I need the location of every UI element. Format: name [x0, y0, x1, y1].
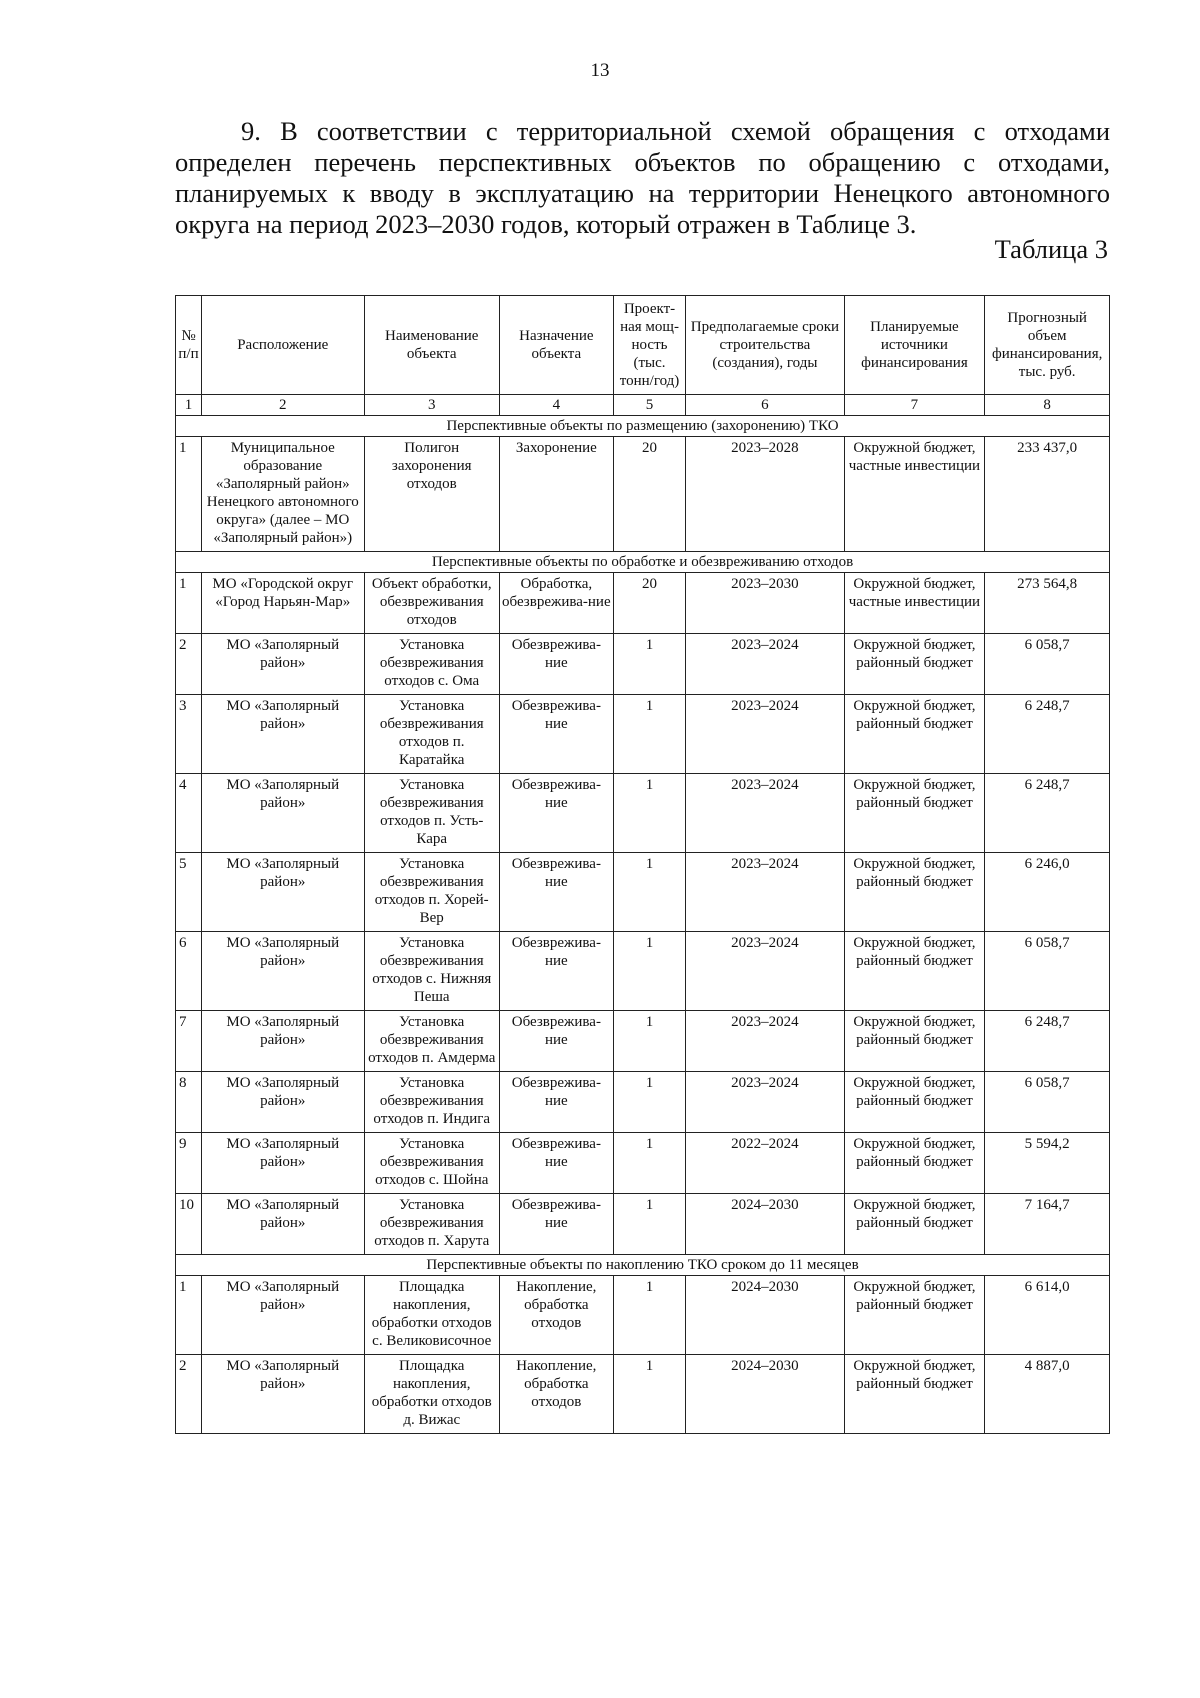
table-row	[176, 1011, 1110, 1072]
header-cell: Планируемые источники финансирования	[844, 296, 985, 395]
funding-amount-cell: 6 058,7	[985, 634, 1110, 695]
location-cell: МО «Заполярный район»	[202, 1011, 365, 1072]
period-cell: 2022–2024	[686, 1133, 844, 1194]
purpose-cell: Обработка, обезврежива-ние	[499, 573, 613, 634]
funding-source-cell: Окружной бюджет, районный бюджет	[844, 695, 985, 774]
period-cell: 2023–2024	[686, 634, 844, 695]
funding-source-cell: Окружной бюджет, частные инвестиции	[844, 573, 985, 634]
object-name-cell: Установка обезвреживания отходов п. Усть-Кара	[364, 774, 499, 853]
column-number-cell: 8	[985, 395, 1110, 416]
period-cell: 2024–2030	[686, 1355, 844, 1434]
table-row	[176, 1355, 1110, 1434]
row-number-cell: 1	[176, 437, 202, 552]
funding-source-cell: Окружной бюджет, районный бюджет	[844, 1011, 985, 1072]
purpose-cell: Обезврежива-ние	[499, 1133, 613, 1194]
section-header-row	[176, 416, 1110, 437]
location-cell: МО «Заполярный район»	[202, 1194, 365, 1255]
period-cell: 2023–2030	[686, 573, 844, 634]
capacity-cell: 1	[613, 774, 686, 853]
capacity-cell: 1	[613, 1194, 686, 1255]
column-number-cell: 1	[176, 395, 202, 416]
funding-amount-cell: 6 614,0	[985, 1276, 1110, 1355]
purpose-cell: Обезврежива-ние	[499, 1011, 613, 1072]
purpose-cell: Обезврежива-ние	[499, 1072, 613, 1133]
location-cell: МО «Заполярный район»	[202, 1133, 365, 1194]
object-name-cell: Установка обезвреживания отходов с. Нижняя Пеша	[364, 932, 499, 1011]
capacity-cell: 20	[613, 573, 686, 634]
location-cell: МО «Заполярный район»	[202, 1072, 365, 1133]
section-title: Перспективные объекты по обработке и обезвреживанию отходов	[176, 552, 1110, 573]
section-header-row	[176, 1255, 1110, 1276]
row-number-cell: 1	[176, 1276, 202, 1355]
object-name-cell: Полигон захоронения отходов	[364, 437, 499, 552]
object-name-cell: Площадка накопления, обработки отходов д. Вижас	[364, 1355, 499, 1434]
funding-source-cell: Окружной бюджет, частные инвестиции	[844, 437, 985, 552]
funding-amount-cell: 6 058,7	[985, 932, 1110, 1011]
purpose-cell: Обезврежива-ние	[499, 932, 613, 1011]
period-cell: 2023–2024	[686, 1011, 844, 1072]
period-cell: 2023–2024	[686, 695, 844, 774]
object-name-cell: Установка обезвреживания отходов п. Каратайка	[364, 695, 499, 774]
funding-amount-cell: 233 437,0	[985, 437, 1110, 552]
column-number-cell: 4	[499, 395, 613, 416]
facilities-table	[175, 295, 1110, 1434]
header-cell: Проект-ная мощ-ность (тыс. тонн/год)	[613, 296, 686, 395]
column-number-cell: 5	[613, 395, 686, 416]
capacity-cell: 1	[613, 634, 686, 695]
header-cell: Наименование объекта	[364, 296, 499, 395]
object-name-cell: Установка обезвреживания отходов п. Хорей-Вер	[364, 853, 499, 932]
funding-amount-cell: 6 248,7	[985, 695, 1110, 774]
funding-source-cell: Окружной бюджет, районный бюджет	[844, 634, 985, 695]
location-cell: МО «Заполярный район»	[202, 634, 365, 695]
capacity-cell: 1	[613, 1072, 686, 1133]
column-number-cell: 6	[686, 395, 844, 416]
funding-source-cell: Окружной бюджет, районный бюджет	[844, 1276, 985, 1355]
capacity-cell: 1	[613, 1011, 686, 1072]
table-caption: Таблица 3	[994, 234, 1108, 264]
object-name-cell: Установка обезвреживания отходов п. Харута	[364, 1194, 499, 1255]
period-cell: 2023–2028	[686, 437, 844, 552]
table-row	[176, 573, 1110, 634]
funding-amount-cell: 6 058,7	[985, 1072, 1110, 1133]
period-cell: 2024–2030	[686, 1194, 844, 1255]
period-cell: 2023–2024	[686, 932, 844, 1011]
row-number-cell: 4	[176, 774, 202, 853]
capacity-cell: 1	[613, 1276, 686, 1355]
table-row	[176, 1072, 1110, 1133]
purpose-cell: Накопление, обработка отходов	[499, 1355, 613, 1434]
table-row	[176, 1133, 1110, 1194]
intro-paragraph: 9. В соответствии с территориальной схемой обращения с отходами определен перечень перспективных объектов по обращению с отходами, планируемых к вводу в эксплуатацию на территории Ненецкого автономного округа на период 2023–2030 годов, который отражен в Таблице 3.	[175, 116, 1110, 239]
funding-source-cell: Окружной бюджет, районный бюджет	[844, 1072, 985, 1133]
funding-amount-cell: 6 248,7	[985, 1011, 1110, 1072]
purpose-cell: Обезврежива-ние	[499, 1194, 613, 1255]
row-number-cell: 10	[176, 1194, 202, 1255]
funding-amount-cell: 7 164,7	[985, 1194, 1110, 1255]
table-header-row	[176, 296, 1110, 395]
funding-amount-cell: 6 248,7	[985, 774, 1110, 853]
funding-source-cell: Окружной бюджет, районный бюджет	[844, 1355, 985, 1434]
period-cell: 2023–2024	[686, 1072, 844, 1133]
row-number-cell: 6	[176, 932, 202, 1011]
period-cell: 2023–2024	[686, 853, 844, 932]
table-row	[176, 437, 1110, 552]
object-name-cell: Установка обезвреживания отходов п. Амдерма	[364, 1011, 499, 1072]
table-row	[176, 1194, 1110, 1255]
capacity-cell: 1	[613, 1133, 686, 1194]
location-cell: МО «Городской округ «Город Нарьян-Мар»	[202, 573, 365, 634]
capacity-cell: 20	[613, 437, 686, 552]
funding-source-cell: Окружной бюджет, районный бюджет	[844, 1133, 985, 1194]
row-number-cell: 3	[176, 695, 202, 774]
column-number-cell: 2	[202, 395, 365, 416]
funding-source-cell: Окружной бюджет, районный бюджет	[844, 1194, 985, 1255]
row-number-cell: 2	[176, 1355, 202, 1434]
location-cell: МО «Заполярный район»	[202, 1276, 365, 1355]
funding-amount-cell: 273 564,8	[985, 573, 1110, 634]
location-cell: МО «Заполярный район»	[202, 774, 365, 853]
purpose-cell: Обезврежива-ние	[499, 634, 613, 695]
purpose-cell: Обезврежива-ние	[499, 853, 613, 932]
object-name-cell: Площадка накопления, обработки отходов с. Великовисочное	[364, 1276, 499, 1355]
capacity-cell: 1	[613, 853, 686, 932]
table-row	[176, 695, 1110, 774]
header-cell: № п/п	[176, 296, 202, 395]
purpose-cell: Накопление, обработка отходов	[499, 1276, 613, 1355]
section-header-row	[176, 552, 1110, 573]
section-title: Перспективные объекты по накоплению ТКО сроком до 11 месяцев	[176, 1255, 1110, 1276]
capacity-cell: 1	[613, 695, 686, 774]
row-number-cell: 2	[176, 634, 202, 695]
location-cell: МО «Заполярный район»	[202, 932, 365, 1011]
period-cell: 2024–2030	[686, 1276, 844, 1355]
table-row	[176, 853, 1110, 932]
funding-source-cell: Окружной бюджет, районный бюджет	[844, 853, 985, 932]
object-name-cell: Объект обработки, обезвреживания отходов	[364, 573, 499, 634]
row-number-cell: 5	[176, 853, 202, 932]
purpose-cell: Захоронение	[499, 437, 613, 552]
object-name-cell: Установка обезвреживания отходов с. Шойна	[364, 1133, 499, 1194]
header-cell: Прогнозный объем финансирования, тыс. руб.	[985, 296, 1110, 395]
location-cell: Муниципальное образование «Заполярный район» Ненецкого автономного округа» (далее – МО «Заполярный район»)	[202, 437, 365, 552]
table-row	[176, 932, 1110, 1011]
table-row	[176, 774, 1110, 853]
row-number-cell: 7	[176, 1011, 202, 1072]
table-row	[176, 634, 1110, 695]
capacity-cell: 1	[613, 1355, 686, 1434]
column-number-cell: 3	[364, 395, 499, 416]
purpose-cell: Обезврежива-ние	[499, 774, 613, 853]
funding-amount-cell: 6 246,0	[985, 853, 1110, 932]
row-number-cell: 8	[176, 1072, 202, 1133]
period-cell: 2023–2024	[686, 774, 844, 853]
funding-source-cell: Окружной бюджет, районный бюджет	[844, 932, 985, 1011]
funding-amount-cell: 5 594,2	[985, 1133, 1110, 1194]
column-number-cell: 7	[844, 395, 985, 416]
object-name-cell: Установка обезвреживания отходов п. Индига	[364, 1072, 499, 1133]
table-body	[176, 416, 1110, 1434]
funding-source-cell: Окружной бюджет, районный бюджет	[844, 774, 985, 853]
row-number-cell: 9	[176, 1133, 202, 1194]
row-number-cell: 1	[176, 573, 202, 634]
header-cell: Предполагаемые сроки строительства (создания), годы	[686, 296, 844, 395]
header-cell: Назначение объекта	[499, 296, 613, 395]
header-cell: Расположение	[202, 296, 365, 395]
column-number-row	[176, 395, 1110, 416]
page-number: 13	[590, 60, 610, 81]
table-row	[176, 1276, 1110, 1355]
funding-amount-cell: 4 887,0	[985, 1355, 1110, 1434]
capacity-cell: 1	[613, 932, 686, 1011]
purpose-cell: Обезврежива-ние	[499, 695, 613, 774]
location-cell: МО «Заполярный район»	[202, 695, 365, 774]
location-cell: МО «Заполярный район»	[202, 1355, 365, 1434]
section-title: Перспективные объекты по размещению (захоронению) ТКО	[176, 416, 1110, 437]
object-name-cell: Установка обезвреживания отходов с. Ома	[364, 634, 499, 695]
location-cell: МО «Заполярный район»	[202, 853, 365, 932]
